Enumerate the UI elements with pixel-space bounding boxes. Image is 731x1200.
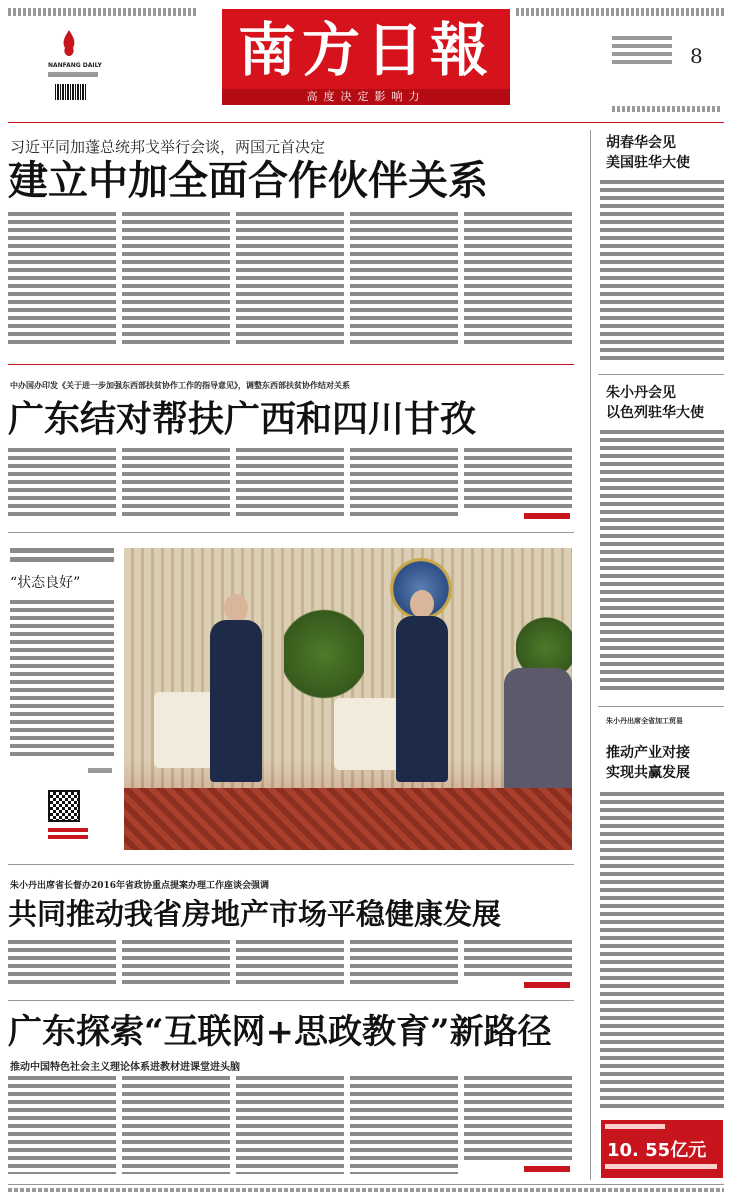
fourth-story-continued[interactable] xyxy=(524,1166,570,1172)
third-story-headline: 共同推动我省房地产市场平稳健康发展 xyxy=(8,897,502,931)
second-story-body-col-4 xyxy=(350,448,458,520)
top-story-headline: 建立中加全面合作伙伴关系 xyxy=(8,157,488,204)
sidebar-item-2-line-1: 朱小丹会见 xyxy=(606,385,676,401)
sidebar-divider xyxy=(590,130,591,1180)
fourth-story-body-col-3 xyxy=(236,1076,344,1174)
advertisement[interactable] xyxy=(601,1120,723,1178)
flame-logo-icon xyxy=(62,30,76,56)
footer-text xyxy=(8,1188,724,1192)
astronaut-left xyxy=(210,620,262,782)
sidebar-rule-2 xyxy=(598,706,724,707)
third-story-body-col-2 xyxy=(122,940,230,988)
second-story-body-col-5 xyxy=(464,448,572,510)
astronaut-right xyxy=(396,616,448,782)
header-rule xyxy=(8,122,724,123)
date-info xyxy=(612,36,672,66)
photo-caption-kicker xyxy=(10,548,114,566)
astronaut-right-head xyxy=(410,590,434,618)
sidebar-item-3-line-1: 推动产业对接 xyxy=(606,745,690,761)
masthead xyxy=(222,9,510,105)
third-story-body-col-1 xyxy=(8,940,116,988)
top-story-body-col-5 xyxy=(464,212,572,344)
section-rule-2 xyxy=(8,532,574,533)
footer xyxy=(8,1184,724,1194)
top-story-kicker: 习近平同加蓬总统邦戈举行会谈，两国元首决定 xyxy=(10,138,326,156)
qr-caption xyxy=(48,828,88,842)
top-story-body-col-1 xyxy=(8,212,116,344)
ad-amount xyxy=(607,1136,706,1162)
masthead-title: 南方日報 xyxy=(237,16,494,84)
top-story-body-col-4 xyxy=(350,212,458,344)
ad-amount-value: 10. 55亿元 xyxy=(607,1140,707,1161)
section-rule-4 xyxy=(8,1000,574,1001)
photo-caption-title: “状态良好” xyxy=(10,575,81,591)
sidebar-item-1-line-1: 胡春华会见 xyxy=(606,135,676,151)
sidebar-item-3-body xyxy=(600,792,724,1108)
photo-caption-credit xyxy=(88,768,112,773)
sidebar-item-3-line-2: 实现共赢发展 xyxy=(606,765,690,781)
sidebar-item-3-kicker: 朱小丹出席全省加工贸易 xyxy=(606,716,683,725)
third-story-body-col-4 xyxy=(350,940,458,988)
third-story-body-col-3 xyxy=(236,940,344,988)
second-story-continued[interactable] xyxy=(524,513,570,519)
ad-bottom-strip xyxy=(605,1164,717,1169)
section-rule-3 xyxy=(8,864,574,865)
photo-caption-body xyxy=(10,600,114,760)
section-rule-1 xyxy=(8,364,574,365)
second-story-body-col-2 xyxy=(122,448,230,520)
fourth-story-subhead: 推动中国特色社会主义理论体系进教材进课堂进头脑 xyxy=(10,1062,240,1073)
photo-carpet xyxy=(124,788,572,850)
astronaut-left-head xyxy=(224,594,248,622)
sidebar-item-1-line-2: 美国驻华大使 xyxy=(606,155,690,171)
qr-code-icon xyxy=(48,790,80,822)
ad-top-strip xyxy=(605,1124,665,1129)
second-story-kicker: 中办国办印发《关于进一步加强东西部扶贫协作工作的指导意见》，调整东西部扶贫协作结对关系 xyxy=(10,380,350,390)
header-info-right xyxy=(612,106,722,112)
header-info-left xyxy=(48,72,98,77)
spectator xyxy=(504,668,572,798)
english-name: NANFANG DAILY xyxy=(48,62,102,69)
second-story-headline: 广东结对帮扶广西和四川甘孜 xyxy=(8,398,477,440)
sidebar-item-1-body xyxy=(600,180,724,364)
masthead-slogan: 高度决定影响力 xyxy=(222,89,510,105)
second-story-body-col-1 xyxy=(8,448,116,520)
second-story-body-col-3 xyxy=(236,448,344,520)
page-number: 8 xyxy=(690,44,703,68)
third-story-kicker: 朱小丹出席省长督办2016年省政协重点提案办理工作座谈会强调 xyxy=(10,881,270,891)
header-meta-right xyxy=(516,8,724,16)
fourth-story-body-col-4 xyxy=(350,1076,458,1174)
third-story-body-col-5 xyxy=(464,940,572,980)
third-story-continued[interactable] xyxy=(524,982,570,988)
header-meta-left xyxy=(8,8,198,16)
sidebar-item-2-line-2: 以色列驻华大使 xyxy=(606,405,704,421)
top-story-body-col-2 xyxy=(122,212,230,344)
fourth-story-body-col-2 xyxy=(122,1076,230,1174)
barcode-icon xyxy=(55,84,87,100)
top-story-body-col-3 xyxy=(236,212,344,344)
fourth-story-headline: 广东探索“互联网+思政教育”新路径 xyxy=(8,1012,552,1052)
sidebar-rule-1 xyxy=(598,374,724,375)
fourth-story-body-col-1 xyxy=(8,1076,116,1174)
sidebar-item-2-body xyxy=(600,430,724,694)
fourth-story-body-col-5 xyxy=(464,1076,572,1164)
astronauts-photo xyxy=(124,548,572,850)
plant xyxy=(284,594,364,714)
